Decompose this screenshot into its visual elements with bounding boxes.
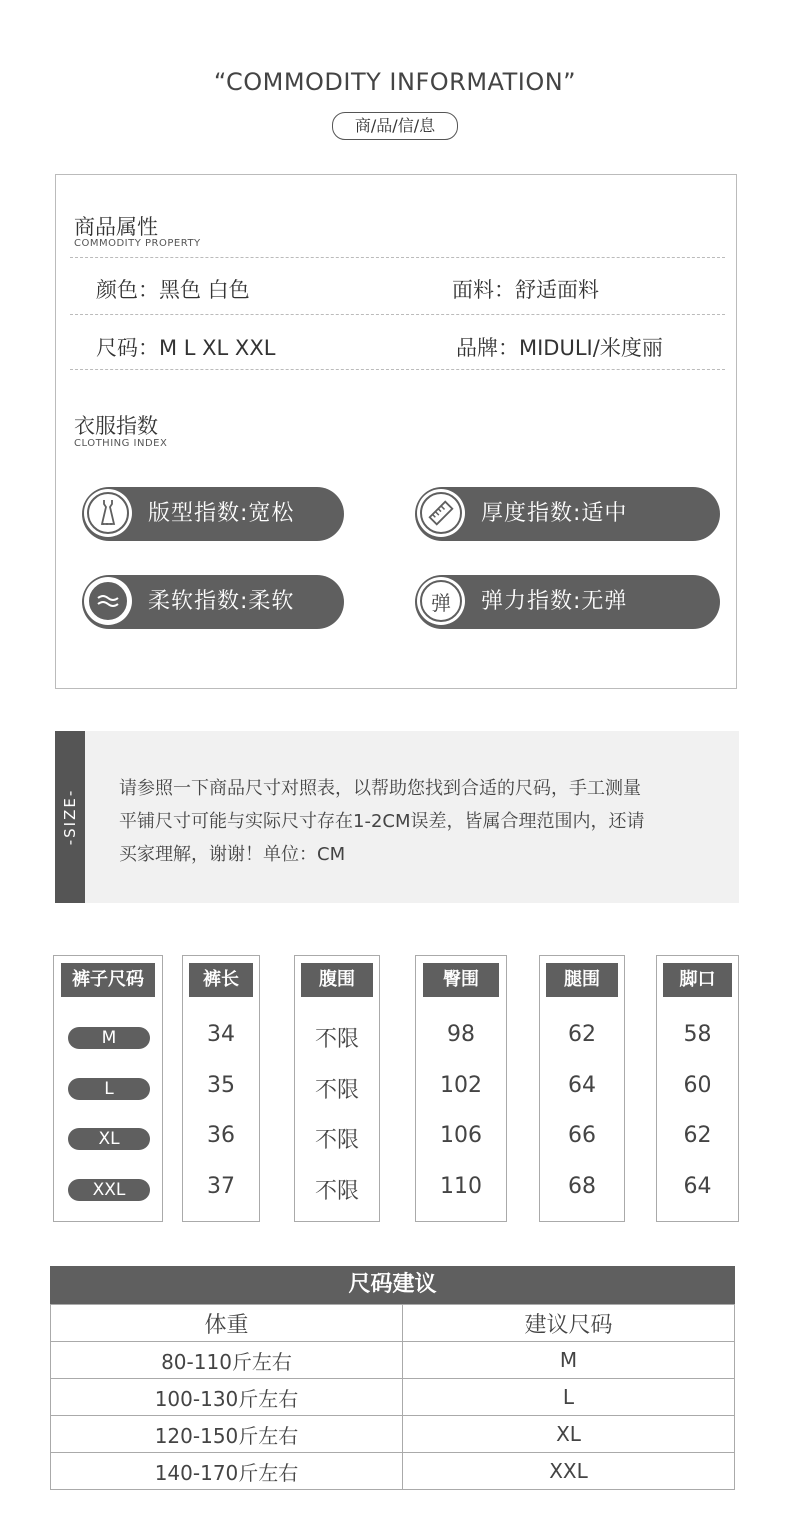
table-cell: M <box>403 1342 735 1379</box>
wave-icon <box>84 577 132 625</box>
table-cell: 66 <box>568 1123 596 1148</box>
index-subtitle: CLOTHING INDEX <box>74 438 168 449</box>
property-color: 颜色：黑色 白色 <box>96 278 250 302</box>
table-cell: 36 <box>207 1123 235 1148</box>
elastic-icon <box>417 577 465 625</box>
divider <box>70 257 725 258</box>
table-cell: 120-150斤左右 <box>51 1416 403 1453</box>
recommendation-table <box>50 1304 735 1490</box>
table-cell: 35 <box>207 1073 235 1098</box>
table-cell: 不限 <box>314 1179 359 1204</box>
table-cell: 106 <box>440 1123 482 1148</box>
column-header: 裤子尺码 <box>61 963 155 997</box>
table-cell: 80-110斤左右 <box>51 1342 403 1379</box>
table-header-row <box>51 1305 735 1342</box>
table-cell: 60 <box>683 1073 712 1098</box>
divider <box>70 369 725 370</box>
table-cell: 100-130斤左右 <box>51 1379 403 1416</box>
table-row <box>51 1379 735 1416</box>
index-fit <box>82 487 344 541</box>
column-header: 脚口 <box>663 963 732 997</box>
index-thickness <box>415 487 720 541</box>
column-header: 腹围 <box>301 963 373 997</box>
size-column <box>182 955 260 1222</box>
property-size: 尺码：M L XL XXL <box>96 336 276 360</box>
table-cell: 64 <box>568 1073 596 1098</box>
size-column <box>53 955 163 1222</box>
recommendation-title: 尺码建议 <box>50 1266 735 1304</box>
size-pill: XXL <box>68 1179 150 1201</box>
table-cell: XL <box>403 1416 735 1453</box>
column-header: 腿围 <box>546 963 618 997</box>
size-note-line: 请参照一下商品尺寸对照表，以帮助您找到合适的尺码，手工测量 <box>119 778 641 799</box>
size-pill: XL <box>68 1128 150 1150</box>
ruler-icon <box>417 489 465 537</box>
column-header: 臀围 <box>423 963 499 997</box>
size-side-bar <box>55 731 85 903</box>
index-softness-label: 柔软指数:柔软 <box>148 589 295 614</box>
elastic-icon-text: 弹 <box>431 590 451 615</box>
page-title-en: “COMMODITY INFORMATION” <box>213 68 577 96</box>
size-side-label: -SIZE- <box>61 788 79 846</box>
table-cell: 34 <box>207 1022 235 1047</box>
size-column <box>656 955 739 1222</box>
table-cell: 不限 <box>314 1078 359 1103</box>
table-cell: L <box>403 1379 735 1416</box>
index-softness <box>82 575 344 629</box>
column-header: 建议尺码 <box>403 1305 735 1342</box>
size-note <box>85 731 739 903</box>
size-column <box>294 955 380 1222</box>
table-row <box>51 1342 735 1379</box>
size-pill: L <box>68 1078 150 1100</box>
property-subtitle: COMMODITY PROPERTY <box>74 238 201 249</box>
size-note-line: 平铺尺寸可能与实际尺寸存在1-2CM误差，皆属合理范围内，还请 <box>119 811 645 832</box>
table-cell: 37 <box>207 1174 235 1199</box>
column-header: 体重 <box>51 1305 403 1342</box>
size-column <box>539 955 625 1222</box>
index-elasticity-label: 弹力指数:无弹 <box>481 589 628 614</box>
property-fabric: 面料：舒适面料 <box>452 278 599 302</box>
property-brand: 品牌：MIDULI/米度丽 <box>456 336 663 360</box>
index-title: 衣服指数 <box>74 414 158 438</box>
dress-icon <box>84 489 132 537</box>
table-row <box>51 1453 735 1490</box>
table-cell: 110 <box>440 1174 482 1199</box>
page-title-cn: 商/品/信/息 <box>332 112 458 140</box>
column-header: 裤长 <box>189 963 253 997</box>
table-cell: 62 <box>568 1022 596 1047</box>
size-note-line: 买家理解，谢谢！单位：CM <box>119 844 346 865</box>
table-row <box>51 1416 735 1453</box>
size-column <box>415 955 507 1222</box>
table-cell: 140-170斤左右 <box>51 1453 403 1490</box>
divider <box>70 314 725 315</box>
property-title: 商品属性 <box>74 215 158 239</box>
size-pill: M <box>68 1027 150 1049</box>
table-cell: 68 <box>568 1174 596 1199</box>
table-cell: 不限 <box>314 1128 359 1153</box>
table-cell: 98 <box>447 1022 475 1047</box>
table-cell: 58 <box>683 1022 712 1047</box>
index-thickness-label: 厚度指数:适中 <box>481 501 628 526</box>
index-fit-label: 版型指数:宽松 <box>148 501 295 526</box>
table-cell: XXL <box>403 1453 735 1490</box>
index-elasticity <box>415 575 720 629</box>
table-cell: 62 <box>683 1123 712 1148</box>
table-cell: 不限 <box>314 1027 359 1052</box>
table-cell: 102 <box>440 1073 482 1098</box>
commodity-info-box <box>55 174 737 689</box>
table-cell: 64 <box>683 1174 712 1199</box>
